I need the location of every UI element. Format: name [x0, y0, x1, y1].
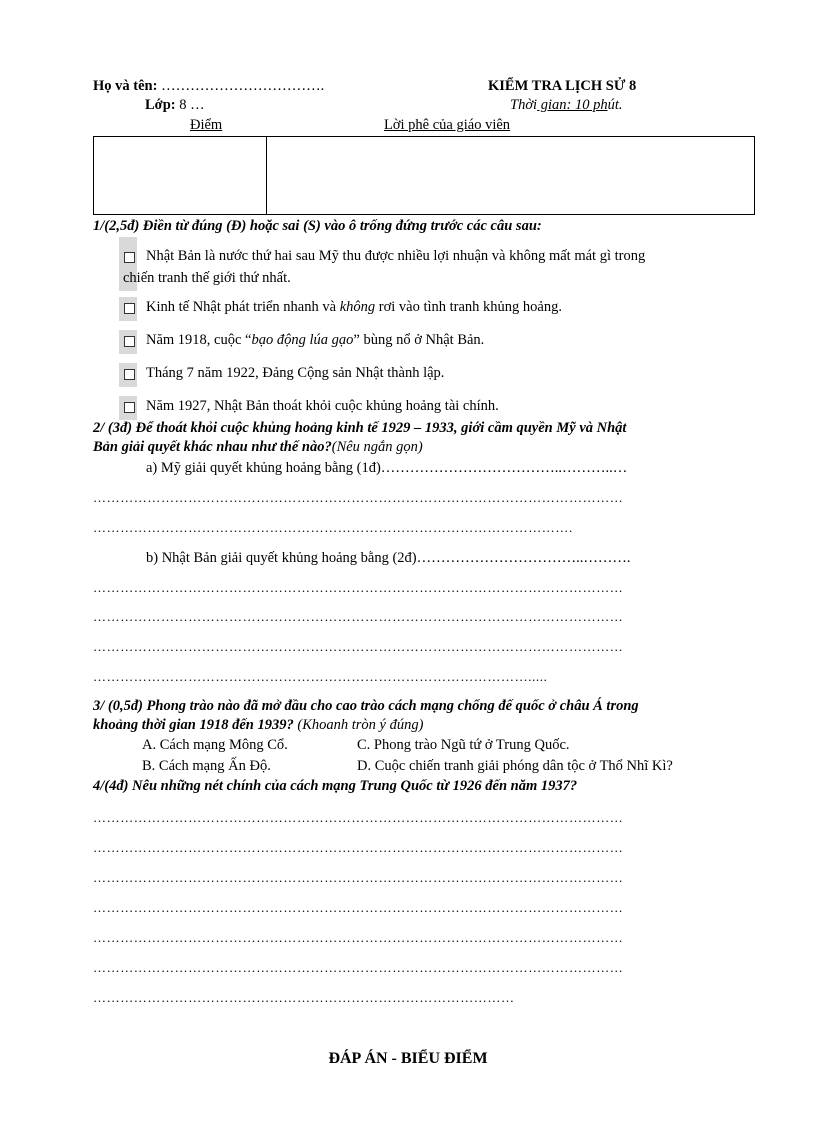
q1-item-3-em: bạo động lúa gạo [251, 332, 354, 348]
q1-checkbox-3[interactable] [124, 336, 135, 347]
score-label: Điểm [190, 117, 223, 133]
q1-item-2 [146, 299, 562, 316]
q3-option-b[interactable]: B. Cách mạng Ấn Độ. [142, 758, 271, 774]
q1-item-2-em: không [339, 299, 376, 315]
time-suffix: út. [607, 97, 623, 113]
q1-title: 1/(2,5đ) Điền từ đúng (Đ) hoặc sai (S) vào ô trống đứng trước các câu sau: [93, 218, 542, 234]
answer-line[interactable]: ……………………………………………………………………………………………………… [93, 580, 624, 595]
answer-line[interactable]: ……………………………………………………………………………………………………… [93, 639, 624, 654]
answer-line[interactable]: ……………………………………………………………………………………………………… [93, 840, 624, 855]
name-dots: ……………………………. [161, 78, 325, 94]
q3-option-a[interactable]: A. Cách mạng Mông Cổ. [142, 737, 288, 753]
answer-line[interactable]: ……………………………………………………………………………………………………… [93, 930, 624, 945]
answer-line[interactable]: ……………………………………………………………………………………………………… [93, 960, 624, 975]
q3-title-line2 [93, 717, 423, 734]
time-prefix: Thời [510, 97, 538, 113]
answer-line[interactable]: ………………………………………………………………………………… [93, 990, 515, 1005]
q1-item-1-line2: chiến tranh thế giới thứ nhất. [123, 270, 291, 286]
q1-item-3 [146, 332, 484, 349]
q1-item-2-pre: Kinh tế Nhật phát triển nhanh và [146, 299, 340, 315]
grade-table-divider [266, 137, 267, 214]
q2-title-line1: 2/ (3đ) Để thoát khỏi cuộc khủng hoảng kinh tế 1929 – 1933, giới cầm quyền Mỹ và Nhật [93, 420, 627, 436]
q2-a [146, 460, 627, 477]
q3-title-bold: khoảng thời gian 1918 đến 1939? [93, 717, 294, 733]
q4-title: 4/(4đ) Nêu những nét chính của cách mạng Trung Quốc từ 1926 đến năm 1937? [93, 778, 578, 794]
q3-title-note: (Khoanh tròn ý đúng) [293, 717, 424, 733]
grade-table [93, 136, 755, 215]
q1-item-2-post: rơi vào tình tranh khủng hoảng. [375, 299, 562, 315]
q2-title-bold: Bản giải quyết khác nhau như thế nào? [93, 439, 332, 455]
q2-title-line2 [93, 439, 423, 456]
q3-option-d[interactable]: D. Cuộc chiến tranh giải phóng dân tộc ở Thổ Nhĩ Kì? [357, 758, 673, 774]
class-line [145, 97, 205, 114]
time-underlined: gian: 10 ph [537, 97, 608, 113]
class-label: Lớp: [145, 97, 176, 113]
q2-title-note: (Nêu ngắn gọn) [331, 439, 423, 455]
q1-item-1-line1: Nhật Bản là nước thứ hai sau Mỹ thu được nhiều lợi nhuận và không mất mát gì trong [146, 248, 646, 264]
class-value: 8 … [179, 97, 205, 113]
time-limit [510, 97, 622, 114]
answer-line[interactable]: ……………………………………………………………………………………………. [93, 520, 573, 535]
comment-label: Lời phê của giáo viên [384, 117, 511, 133]
q2-a-dots: ………………………………..………..… [380, 460, 628, 476]
answer-line[interactable]: ……………………………………………………………………………………………………… [93, 900, 624, 915]
exam-title: KIỂM TRA LỊCH SỬ 8 [488, 78, 637, 94]
q3-option-c[interactable]: C. Phong trào Ngũ tứ ở Trung Quốc. [357, 737, 570, 753]
q2-b [146, 550, 630, 567]
answer-line[interactable]: ……………………………………………………………………………………………………… [93, 490, 624, 505]
answer-line[interactable]: ……………………………………………………………………………………………………… [93, 810, 624, 825]
q1-item-3-post: ” bùng nổ ở Nhật Bản. [353, 332, 485, 348]
name-label: Họ và tên: [93, 78, 158, 94]
q3-title-line1: 3/ (0,5đ) Phong trào nào đã mở đầu cho cao trào cách mạng chống đế quốc ở châu Á trong [93, 698, 639, 714]
q2-b-label: b) Nhật Bản giải quyết khủng hoảng bằng (2đ) [146, 550, 417, 566]
q1-item-4: Tháng 7 năm 1922, Đảng Cộng sản Nhật thành lập. [146, 365, 445, 381]
answer-key-title: ĐÁP ÁN - BIỂU ĐIỂM [328, 1050, 488, 1067]
answer-line[interactable]: ……………………………………………………………………………………………………… [93, 870, 624, 885]
name-line [93, 78, 324, 95]
q1-checkbox-4[interactable] [124, 369, 135, 380]
q1-checkbox-2[interactable] [124, 303, 135, 314]
q1-checkbox-5[interactable] [124, 402, 135, 413]
answer-line[interactable]: ……………………………………………………………………………………………………… [93, 609, 624, 624]
q1-item-3-pre: Năm 1918, cuộc “ [146, 332, 252, 348]
q2-a-label: a) Mỹ giải quyết khủng hoảng bằng (1đ) [146, 460, 381, 476]
q2-b-dots: ……………………………..………. [416, 550, 631, 566]
q1-item-5: Năm 1927, Nhật Bản thoát khỏi cuộc khủng hoảng tài chính. [146, 398, 499, 414]
answer-line[interactable]: ……………………………………………………………………………………..... [93, 669, 548, 684]
q1-checkbox-1[interactable] [124, 252, 135, 263]
